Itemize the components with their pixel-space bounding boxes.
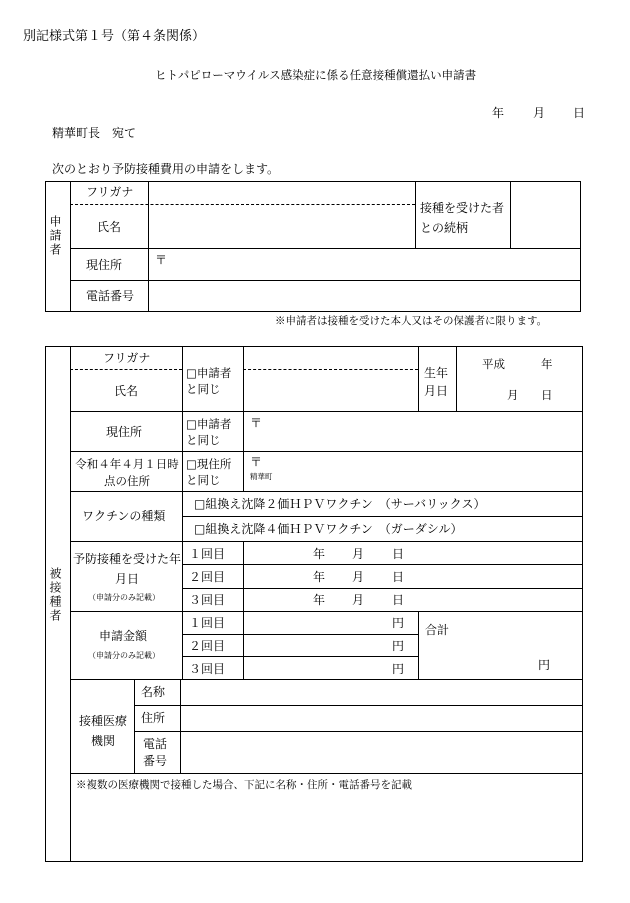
vaccination-date-label: 予防接種を受けた年月日 bbox=[72, 552, 181, 586]
dose-3-month: 月 bbox=[352, 593, 365, 607]
clinic-address-field[interactable] bbox=[184, 708, 579, 729]
vaccine-option-gardasil[interactable]: □組換え沈降４価ＨＰＶワクチン （ガーダシル） bbox=[194, 522, 463, 536]
recipient-name-field[interactable] bbox=[247, 349, 415, 408]
birth-year-label: 年 bbox=[541, 357, 553, 371]
recipient-section-label: 被接種者 bbox=[48, 567, 62, 623]
date-year-label: 年 bbox=[492, 106, 505, 120]
dose-3-year: 年 bbox=[313, 593, 326, 607]
same-as-applicant-checkbox[interactable]: □申請者と同じ bbox=[186, 366, 232, 396]
birth-month-label: 月 bbox=[507, 388, 519, 402]
amount-note: （申請分のみ記載） bbox=[88, 651, 160, 660]
clinic-label: 接種医療機関 bbox=[78, 714, 127, 748]
birth-era: 平成 bbox=[482, 357, 505, 371]
dose-1-amount-label: １回目 bbox=[189, 616, 226, 630]
recipient-furigana-label: フリガナ bbox=[103, 351, 151, 365]
dose-2-month: 月 bbox=[352, 570, 365, 584]
applicant-name-label: 氏名 bbox=[97, 220, 122, 234]
clinic-name-label: 名称 bbox=[141, 685, 166, 699]
total-yen: 円 bbox=[538, 658, 551, 672]
clinic-name-field[interactable] bbox=[184, 682, 579, 703]
date-day-label: 日 bbox=[573, 106, 586, 120]
form-title: ヒトパピローマウイルス感染症に係る任意接種償還払い申請書 bbox=[155, 68, 477, 82]
applicant-name-field[interactable] bbox=[152, 207, 414, 246]
recipient-postal-mark: 〒 bbox=[250, 416, 263, 430]
relationship-label: 接種を受けた者との続柄 bbox=[420, 201, 505, 235]
vaccination-date-note: （申請分のみ記載） bbox=[88, 593, 160, 602]
birth-date-label: 生年月日 bbox=[424, 366, 449, 398]
addressee: 精華町長 宛て bbox=[52, 126, 137, 140]
intro-text: 次のとおり予防接種費用の申請をします。 bbox=[52, 162, 280, 176]
dose-1-date-label: １回目 bbox=[189, 547, 226, 561]
applicant-phone-field[interactable] bbox=[152, 283, 578, 309]
past-address-town: 精華町 bbox=[250, 472, 273, 481]
vaccine-option-cervarix[interactable]: □組換え沈降２価ＨＰＶワクチン （サーバリックス） bbox=[194, 497, 486, 511]
multi-clinic-field[interactable] bbox=[74, 796, 579, 858]
clinic-address-label: 住所 bbox=[141, 711, 166, 725]
clinic-phone-field[interactable] bbox=[184, 734, 579, 771]
birth-day-label: 日 bbox=[541, 388, 553, 402]
recipient-address-label: 現住所 bbox=[106, 425, 143, 439]
amount-label: 申請金額 bbox=[99, 629, 148, 643]
dose-1-month: 月 bbox=[352, 547, 365, 561]
date-month-label: 月 bbox=[533, 106, 546, 120]
address-same-as-applicant-checkbox[interactable]: □申請者と同じ bbox=[186, 417, 232, 447]
dose-1-year: 年 bbox=[313, 547, 326, 561]
dose-2-year: 年 bbox=[313, 570, 326, 584]
dose-3-yen: 円 bbox=[392, 662, 405, 676]
applicant-phone-label: 電話番号 bbox=[86, 289, 135, 303]
dose-1-day: 日 bbox=[392, 547, 405, 561]
clinic-phone-label: 電話番号 bbox=[143, 737, 168, 768]
relationship-field[interactable] bbox=[513, 184, 578, 246]
recipient-address-field[interactable] bbox=[265, 414, 579, 448]
dose-2-yen: 円 bbox=[392, 639, 405, 653]
applicant-furigana-label: フリガナ bbox=[86, 185, 134, 199]
applicant-address-field[interactable] bbox=[170, 251, 578, 278]
applicant-section-label: 申請者 bbox=[48, 215, 62, 257]
dose-3-day: 日 bbox=[392, 593, 405, 607]
dose-2-amount-label: ２回目 bbox=[189, 639, 226, 653]
applicant-postal-mark: 〒 bbox=[155, 253, 168, 267]
past-address-label: 令和４年４月１日時点の住所 bbox=[75, 457, 179, 488]
dose-1-yen: 円 bbox=[392, 616, 405, 630]
multi-clinic-note: ※複数の医療機関で接種した場合、下記に名称・住所・電話番号を記載 bbox=[76, 779, 412, 791]
same-as-current-checkbox[interactable]: □現住所と同じ bbox=[186, 457, 232, 487]
dose-3-date-label: ３回目 bbox=[189, 593, 226, 607]
dose-2-date-label: ２回目 bbox=[189, 570, 226, 584]
total-label: 合計 bbox=[425, 623, 450, 637]
applicant-note: ※申請者は接種を受けた本人又はその保護者に限ります。 bbox=[275, 315, 548, 327]
applicant-furigana-field[interactable] bbox=[152, 184, 414, 203]
past-postal-mark: 〒 bbox=[250, 455, 263, 469]
past-address-field[interactable] bbox=[280, 454, 579, 488]
vaccine-type-label: ワクチンの種類 bbox=[82, 509, 166, 523]
dose-3-amount-label: ３回目 bbox=[189, 662, 226, 676]
recipient-name-label: 氏名 bbox=[114, 384, 139, 398]
dose-2-day: 日 bbox=[392, 570, 405, 584]
form-number: 別記様式第１号（第４条関係） bbox=[23, 29, 206, 44]
applicant-address-label: 現住所 bbox=[86, 258, 123, 272]
